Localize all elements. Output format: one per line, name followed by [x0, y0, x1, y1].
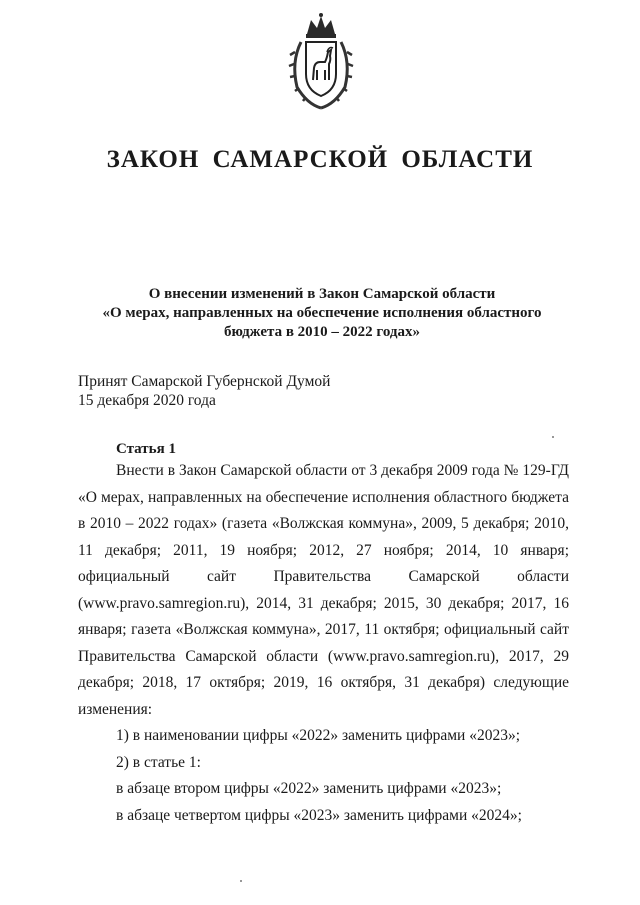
amendment-list	[116, 723, 576, 829]
subject-line: «О мерах, направленных на обеспечение исполнения областного	[102, 305, 542, 321]
coat-of-arms-icon	[287, 12, 355, 112]
list-item: в абзаце четвертом цифры «2023» заменить цифрами «2024»;	[116, 806, 522, 824]
law-subject	[80, 285, 564, 342]
list-item: 2) в статье 1:	[116, 753, 201, 771]
list-item: в абзаце втором цифры «2022» заменить цифрами «2023»;	[116, 780, 502, 797]
article-heading: Статья 1	[116, 441, 176, 457]
document-title: ЗАКОН САМАРСКОЙ ОБЛАСТИ	[106, 146, 534, 173]
subject-line: О внесении изменений в Закон Самарской области	[148, 286, 496, 302]
list-item: 1) в наименовании цифры «2022» заменить цифрами «2023»;	[116, 727, 521, 744]
adoption-note	[78, 372, 478, 410]
adoption-date: 15 декабря 2020 года	[78, 392, 216, 409]
adoption-body: Принят Самарской Губернской Думой	[78, 373, 331, 390]
scan-speck	[240, 880, 242, 882]
scan-speck	[552, 436, 554, 438]
subject-line: бюджета в 2010 – 2022 годах»	[223, 324, 421, 340]
article-paragraph: Внести в Закон Самарской области от 3 декабря 2009 года № 129-ГД «О мерах, направленных на обеспечение исполнения областного бюджета в 2010 – 2022 годах» (газета «Волжская коммуна», 2009, 5 декабря; 2010, 11 декабря; 2011, 19 ноября; 2012, 27 ноября; 2014, 10 января; официальный сайт Правительства Самарской области (www.pravo.samregion.ru), 2014, 31 декабря; 2015, 30 декабря; 2017, 16 января; газета «Волжская коммуна», 2017, 11 октября; официальный сайт Правительства Самарской области (www.pravo.samregion.ru), 2017, 29 декабря; 2018, 17 октября; 2019, 16 октября, 31 декабря) следующие изменения:	[78, 462, 569, 718]
